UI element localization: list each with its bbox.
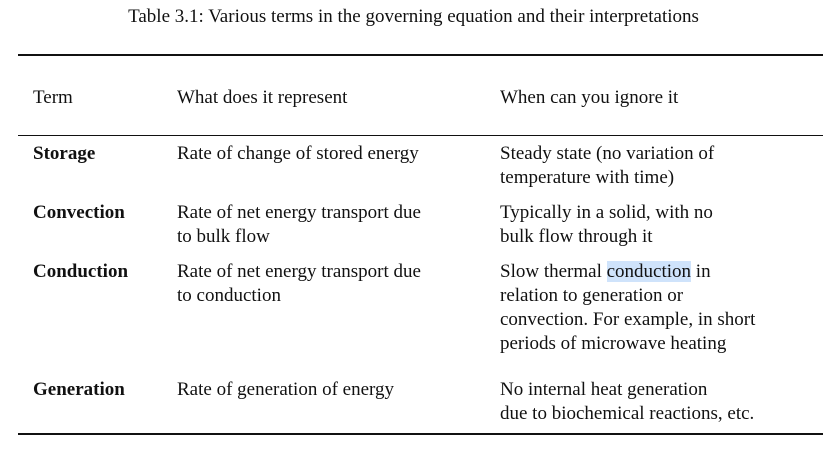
row-represent-line: to bulk flow (177, 226, 270, 247)
ignore-text-after: in (691, 261, 711, 282)
row-ignore-line: convection. For example, in short (500, 309, 756, 330)
header-term: Term (33, 87, 73, 108)
row-ignore-line: due to biochemical reactions, etc. (500, 403, 755, 424)
header-ignore: When can you ignore it (500, 87, 679, 108)
row-term-conduction: Conduction (33, 261, 129, 282)
row-represent-line: to conduction (177, 285, 281, 306)
row-represent-line: Rate of change of stored energy (177, 143, 419, 164)
row-ignore-line: Steady state (no variation of (500, 143, 715, 164)
top-rule (18, 54, 823, 56)
row-represent-line: Rate of net energy transport due (177, 202, 421, 223)
row-ignore-line (500, 260, 711, 284)
row-ignore-line: bulk flow through it (500, 226, 653, 247)
row-term-storage: Storage (33, 143, 96, 164)
row-represent-line: Rate of net energy transport due (177, 261, 421, 282)
row-ignore-line: Typically in a solid, with no (500, 202, 713, 223)
row-term-convection: Convection (33, 202, 125, 223)
header-rule (18, 135, 823, 136)
highlighted-word[interactable]: conduction (606, 261, 692, 282)
ignore-text-before: Slow thermal (500, 261, 607, 282)
row-ignore-line: relation to generation or (500, 285, 684, 306)
row-represent-line: Rate of generation of energy (177, 379, 395, 400)
row-term-generation: Generation (33, 379, 125, 400)
row-ignore-line: No internal heat generation (500, 379, 708, 400)
row-ignore-line: temperature with time) (500, 167, 675, 188)
bottom-rule (18, 433, 823, 435)
header-represent: What does it represent (177, 87, 348, 108)
table-caption: Table 3.1: Various terms in the governing equation and their interpretations (128, 6, 699, 27)
row-ignore-line: periods of microwave heating (500, 333, 727, 354)
